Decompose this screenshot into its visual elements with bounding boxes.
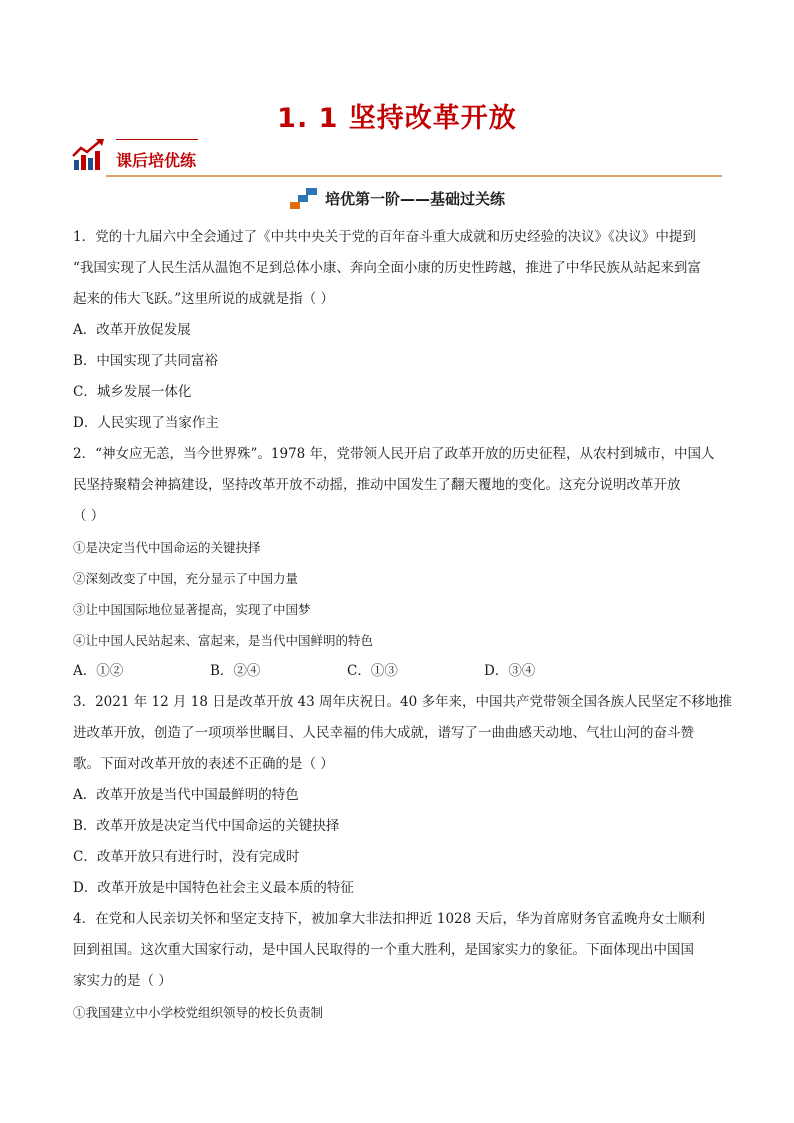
answer-option: B．改革开放是决定当代中国命运的关键抉择 (73, 818, 340, 834)
question-4 (73, 904, 723, 1028)
bar-chart-growth-icon (72, 138, 106, 172)
question-stem-line: 进改革开放，创造了一项项举世瞩目、人民幸福的伟大成就，谱写了一曲曲感天动地、气壮山河的奋斗赞 (73, 725, 694, 741)
section-top-line (116, 139, 198, 140)
answer-option: B．中国实现了共同富裕 (73, 353, 218, 369)
question-stem-line: 3．2021 年 12 月 18 日是改革开放 43 周年庆祝日。40 多年来，中国共产党带领全国各族人民坚定不移地推 (73, 694, 732, 710)
question-stem-line: 起来的伟大飞跃。”这里所说的成就是指（ ） (73, 291, 334, 307)
answer-choice: A．①② (73, 663, 124, 679)
answer-choice: B．②④ (210, 663, 261, 679)
question-1 (73, 222, 723, 439)
statement-item: ①是决定当代中国命运的关键抉择 (73, 540, 261, 555)
page-title: 1. 1 坚持改革开放 (277, 103, 517, 134)
question-stem-line: 4．在党和人民亲切关怀和坚定支持下，被加拿大非法扣押近 1028 天后，华为首席财务官孟晚舟女士顺利 (73, 911, 706, 927)
statement-item: ④让中国人民站起来、富起来，是当代中国鲜明的特色 (73, 633, 374, 648)
answer-choice: D．③④ (484, 663, 536, 679)
statement-item: ③让中国国际地位显著提高，实现了中国梦 (73, 602, 311, 617)
answer-option: D．人民实现了当家作主 (73, 415, 219, 431)
question-list (73, 222, 732, 1028)
answer-option: C．改革开放只有进行时，没有完成时 (73, 849, 300, 865)
choice-row (73, 656, 723, 687)
subsection-label: 培优第一阶——基础过关练 (324, 189, 505, 208)
answer-choice: C．①③ (347, 663, 398, 679)
answer-option: D．改革开放是中国特色社会主义最本质的特征 (73, 880, 354, 896)
answer-option: C．城乡发展一体化 (73, 384, 192, 400)
question-stem-line: （ ） (73, 508, 105, 524)
question-2 (73, 439, 723, 687)
question-stem-line: 民坚持聚精会神搞建设，坚持改革开放不动摇，推动中国发生了翻天覆地的变化。这充分说明改革开放 (73, 477, 681, 493)
question-stem-line: 1．党的十九届六中全会通过了《中共中央关于党的百年奋斗重大成就和历史经验的决议》《决议》中提到 (73, 229, 696, 245)
section-divider (106, 175, 722, 177)
question-stem-line: 2．“神女应无恙，当今世界殊”。1978 年，党带领人民开启了政革开放的历史征程，从农村到城市，中国人 (73, 446, 715, 462)
section-label: 课后培优练 (116, 151, 197, 170)
answer-option: A．改革开放是当代中国最鲜明的特色 (73, 787, 299, 803)
answer-option: A．改革开放促发展 (73, 322, 191, 338)
question-3 (73, 687, 732, 904)
question-stem-line: “我国实现了人民生活从温饱不足到总体小康、奔向全面小康的历史性跨越，推进了中华民族从站起来到富 (73, 260, 701, 276)
question-stem-line: 歌。下面对改革开放的表述不正确的是（ ） (73, 756, 334, 772)
section-header (72, 136, 722, 178)
question-stem-line: 家实力的是（ ） (73, 973, 172, 989)
stairs-icon (289, 186, 319, 210)
statement-item: ②深刻改变了中国，充分显示了中国力量 (73, 571, 299, 586)
statement-item: ①我国建立中小学校党组织领导的校长负责制 (73, 1005, 324, 1020)
question-stem-line: 回到祖国。这次重大国家行动，是中国人民取得的一个重大胜利，是国家实力的象征。下面体现出中国国 (73, 942, 694, 958)
subsection-header (0, 186, 794, 212)
